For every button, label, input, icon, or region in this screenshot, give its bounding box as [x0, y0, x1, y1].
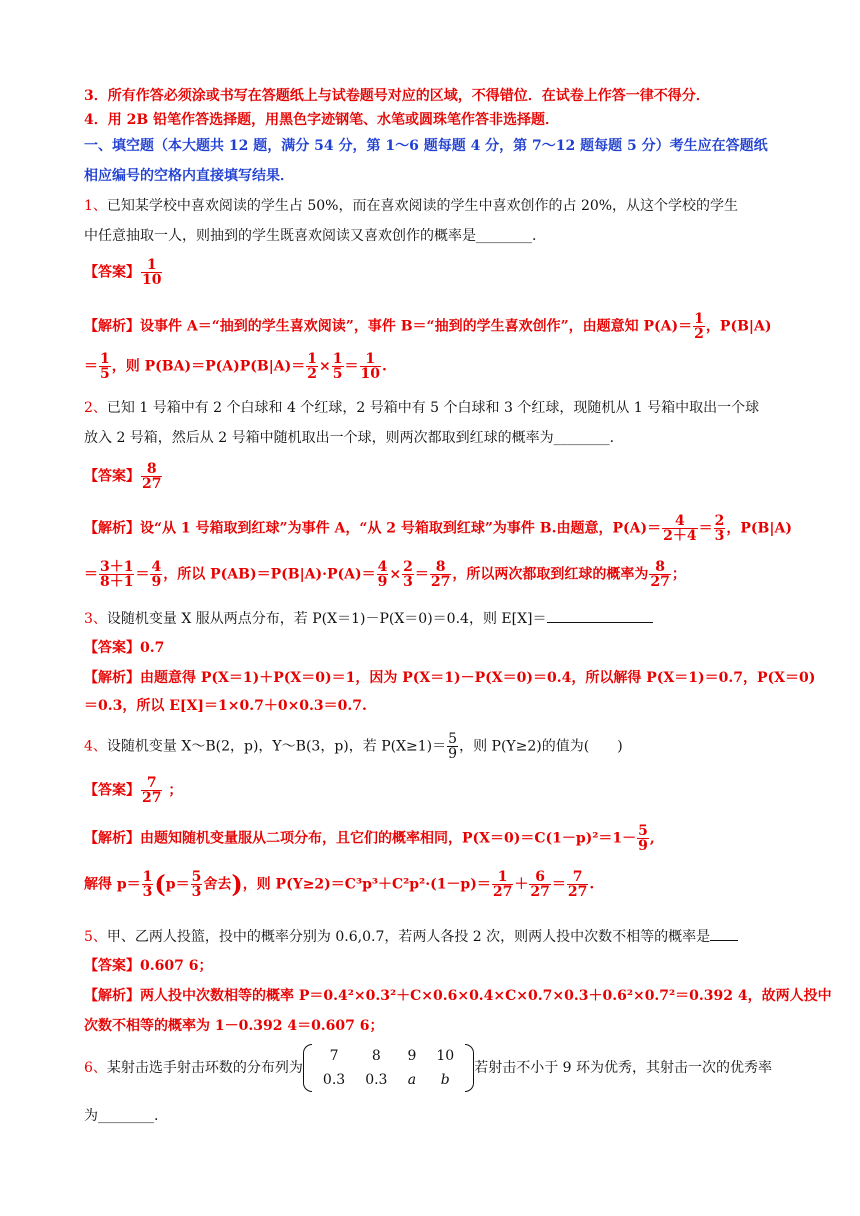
question-2-line-1: 2、已知 1 号箱中有 2 个白球和 4 个红球，2 号箱中有 5 个白球和 3 个红球，现随机从 1 号箱中取出一个球	[84, 400, 760, 416]
solution-2-line-1: 【解析】设“从 1 号箱取到红球”为事件 A，“从 2 号箱取到红球”为事件 B.由题意，P(A)＝ $\frac{4}{2+4}$ ＝ $\frac{2}{3}$ ，P(B|A)	[84, 513, 792, 544]
solution-3-line-2: ＝0.3，所以 E[X]＝1×0.7＋0×0.3＝0.7.	[84, 698, 367, 714]
solution-label: 【解析】	[84, 318, 140, 335]
solution-4-line-1: 【解析】由题知随机变量服从二项分布，且它们的概率相同，P(X＝0)＝C(1－p)²＝1－ $\frac{5}{9}$ ,	[84, 823, 655, 854]
solution-1-line-2: ＝ $\frac{1}{5}$ ，则 P(BA)＝P(A)P(B|A)＝ $\frac{1}{2}$ × $\frac{1}{5}$ ＝ $\frac{1}{10}$ .	[84, 351, 387, 382]
solution-2-line-2: ＝ $\frac{3+1}{8+1}$ ＝ $\frac{4}{9}$ ，所以 P(AB)＝P(B|A)·P(A)＝ $\frac{4}{9}$ × $\frac{2}{3}$ ＝ $\frac{8}{27}$ ，所以两次都取到红球的概率为 $\frac{8}{27}$ ；	[84, 559, 686, 590]
solution-4-line-2: 解得 p＝ $\frac{1}{3}$ (p＝ $\frac{5}{3}$ 舍去)，则 P(Y≥2)＝C³p³＋C²p²·(1－p)＝ $\frac{1}{27}$ ＋ $\frac{6}{27}$ ＝ $\frac{7}{27}$ .	[84, 869, 595, 900]
question-6-line-2: 为________.	[84, 1108, 159, 1124]
answer-fraction: $\frac{1}{10}$	[142, 257, 162, 288]
answer-1	[84, 258, 163, 287]
rule-4: 4．用 2B 铅笔作答选择题，用黑色字迹钢笔、水笔或圆珠笔作答非选择题．	[84, 112, 560, 128]
question-1-line-2: 中任意抽取一人，则抽到的学生既喜欢阅读又喜欢创作的概率是________.	[84, 228, 537, 244]
question-4-line-1: 4、设随机变量 X～B(2，p)，Y～B(3，p)，若 P(X≥1)＝ $\frac{5}{9}$ ，则 P(Y≥2)的值为( )	[84, 731, 623, 762]
question-1-line-1	[84, 196, 738, 216]
solution-1-line-1: 【解析】设事件 A＝“抽到的学生喜欢阅读”，事件 B＝“抽到的学生喜欢创作”，由题意知 P(A)＝ $\frac{1}{2}$ ，P(B|A)	[84, 311, 772, 342]
solution-3-line-1: 【解析】由题意得 P(X＝1)＋P(X＝0)＝1，因为 P(X＝1)－P(X＝0)＝0.4，所以解得 P(X＝1)＝0.7，P(X＝0)	[84, 670, 816, 686]
rule-3: 3．所有作答必须涂或书写在答题纸上与试卷题号对应的区域，不得错位．在试卷上作答一律不得分．	[84, 88, 710, 104]
answer-5: 【答案】0.607 6；	[84, 958, 213, 974]
question-text: 已知某学校中喜欢阅读的学生占 50%，而在喜欢阅读的学生中喜欢创作的占 20%，从这个学校的学生	[106, 198, 739, 214]
distribution-matrix: 7 8 9 10 0.3 0.3 a b	[303, 1044, 474, 1092]
question-6-line-1: 6、某射击选手射击环数的分布列为 7 8 9 10 0.3 0.3 a b 若射击不小于 9 环为优秀，其射击一次的优秀率	[84, 1044, 772, 1092]
question-number: 2、	[84, 400, 107, 416]
section-heading-line-1: 一、填空题（本大题共 12 题，满分 54 分，第 1～6 题每题 4 分，第 7～12 题每题 5 分）考生应在答题纸	[84, 138, 768, 154]
answer-4: 【答案】 $\frac{7}{27}$ ；	[84, 775, 183, 806]
fraction: $\frac{1}{2}$	[694, 311, 704, 342]
answer-fraction: $\frac{8}{27}$	[142, 461, 162, 492]
answer-2: 【答案】 $\frac{8}{27}$	[84, 461, 162, 492]
question-3-line-1: 3、设随机变量 X 服从两点分布，若 P(X＝1)－P(X＝0)＝0.4，则 E[X]＝	[84, 608, 653, 629]
question-2-line-2: 放入 2 号箱，然后从 2 号箱中随机取出一个球，则两次都取到红球的概率为________.	[84, 430, 615, 446]
question-5-line-1: 5、甲、乙两人投篮，投中的概率分别为 0.6,0.7，若两人各投 2 次，则两人投中次数不相等的概率是	[84, 926, 738, 947]
answer-3: 【答案】0.7	[84, 640, 165, 656]
section-heading-line-2: 相应编号的空格内直接填写结果．	[84, 168, 294, 184]
solution-5-line-2: 次数不相等的概率为 1－0.392 4＝0.607 6；	[84, 1018, 384, 1034]
answer-label: 【答案】	[84, 264, 140, 281]
solution-5-line-1: 【解析】两人投中次数相等的概率 P＝0.4²×0.3²＋C×0.6×0.4×C×0.7×0.3＋0.6²×0.7²＝0.392 4，故两人投中	[84, 988, 832, 1004]
question-number: 1、	[84, 198, 107, 214]
solution-text: 设事件 A＝“抽到的学生喜欢阅读”，事件 B＝“抽到的学生喜欢创作”，由题意知 P(A)＝	[140, 318, 693, 335]
